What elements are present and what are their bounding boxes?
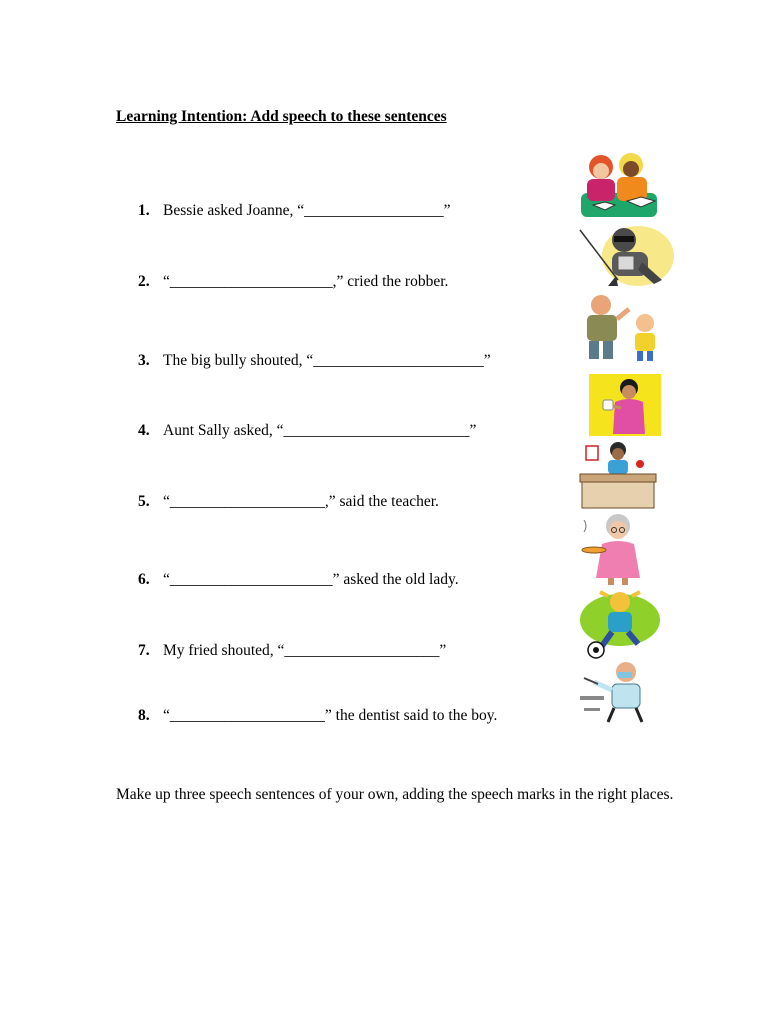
sentence-text: Bessie asked Joanne, “__________________” (163, 202, 451, 219)
sentence-number: 3. (138, 352, 150, 369)
friend-shouting-icon (578, 588, 662, 660)
learning-intention-title: Learning Intention: Add speech to these sentences (116, 108, 447, 125)
sentence-number: 1. (138, 202, 150, 219)
sentence-text: “____________________” the dentist said to the boy. (163, 707, 498, 724)
sentence-text: The big bully shouted, “______________________” (163, 352, 491, 369)
sentence-item-3 (138, 352, 491, 370)
instructions-text: Make up three speech sentences of your own, adding the speech marks in the right places. (116, 786, 674, 803)
dentist-icon (578, 660, 660, 724)
sentence-item-5 (138, 493, 439, 511)
sentence-text: “_____________________” asked the old lady. (163, 571, 459, 588)
robber-icon (578, 222, 676, 288)
sentence-item-6 (138, 571, 459, 589)
sentence-number: 2. (138, 273, 150, 290)
sentence-item-8 (138, 707, 497, 725)
sentence-number: 5. (138, 493, 150, 510)
sentence-number: 6. (138, 571, 150, 588)
teacher-at-desk-icon (578, 440, 658, 510)
sentence-number: 8. (138, 707, 150, 724)
sentence-number: 7. (138, 642, 150, 659)
sentence-item-7 (138, 642, 446, 660)
sentence-item-4 (138, 422, 476, 440)
sentence-item-2 (138, 273, 448, 291)
two-girls-reading-icon (579, 147, 661, 219)
sentence-text: “____________________,” said the teacher. (163, 493, 439, 510)
sentence-text: Aunt Sally asked, “________________________” (163, 422, 477, 439)
sentence-item-1 (138, 202, 451, 220)
sentence-text: My fried shouted, “____________________” (163, 642, 447, 659)
old-lady-icon (578, 512, 650, 586)
sentence-text: “_____________________,” cried the robber. (163, 273, 449, 290)
aunt-sally-icon (589, 374, 661, 436)
bully-and-child-icon (579, 293, 663, 363)
sentence-number: 4. (138, 422, 150, 439)
